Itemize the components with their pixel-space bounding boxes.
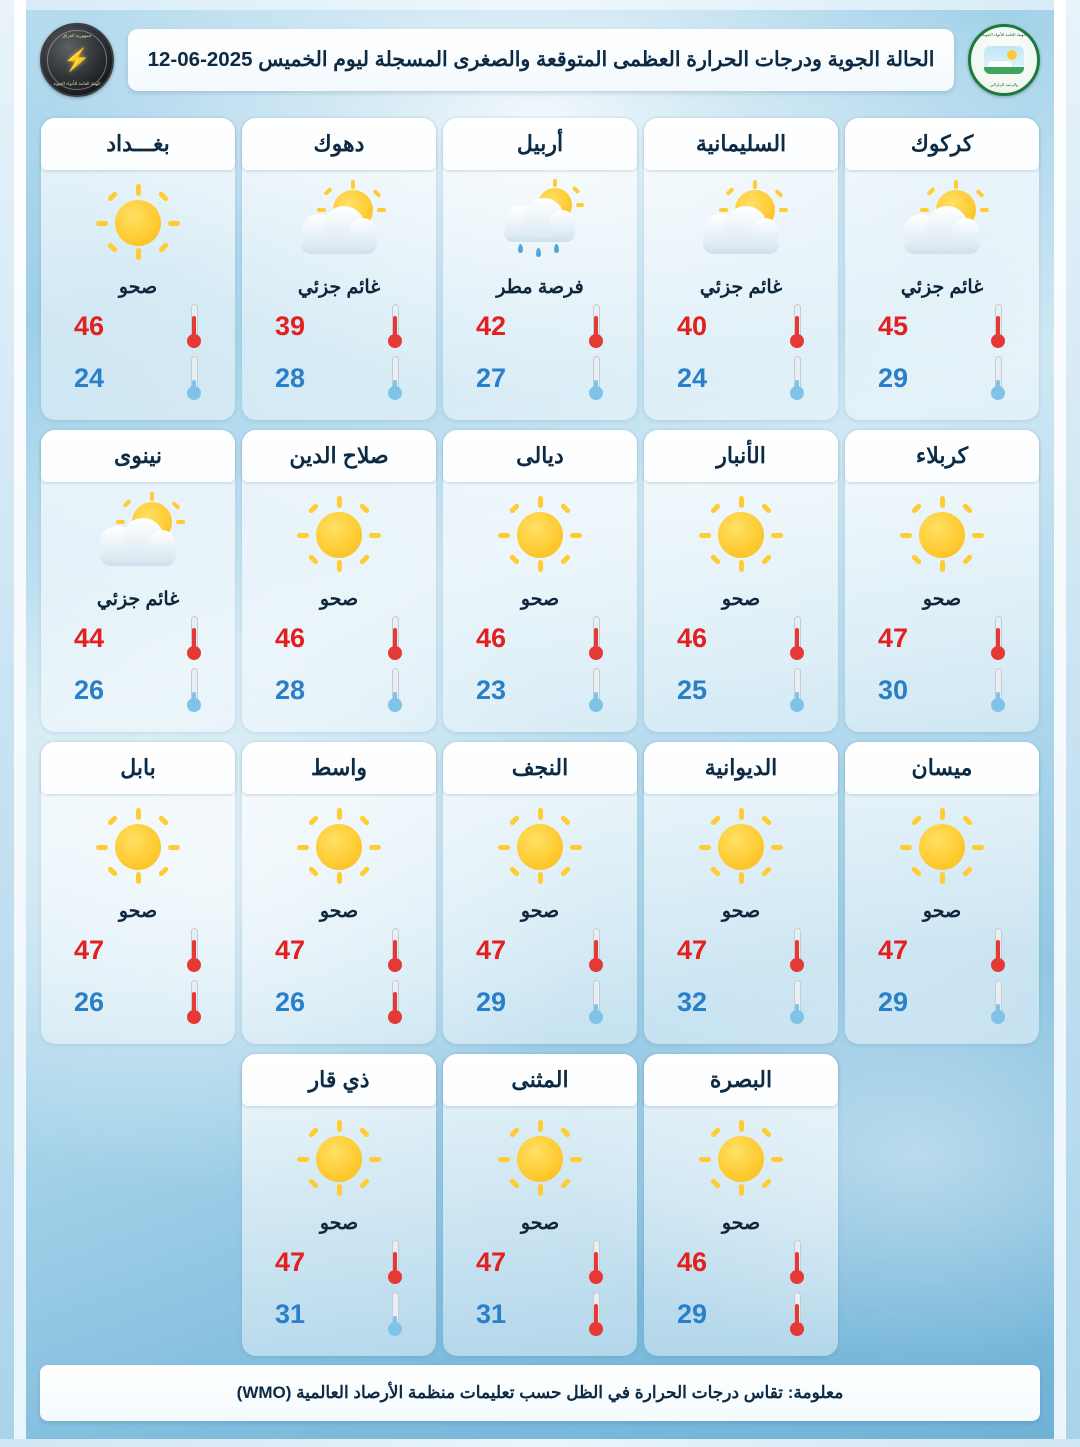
condition-text: صحو: [520, 1212, 560, 1234]
thermometer-hot-icon: [387, 980, 403, 1024]
city-name-plate: [845, 430, 1039, 482]
temperatures: [443, 928, 637, 1024]
max-temp-row: [74, 616, 202, 660]
condition-text: صحو: [922, 588, 962, 610]
weather-icon-area: [896, 798, 988, 896]
thermometer-cold-icon: [387, 668, 403, 712]
city-name-plate: [41, 742, 235, 794]
city-card[interactable]: [644, 118, 838, 420]
min-temp-row: [476, 668, 604, 712]
thermometer-hot-icon: [387, 1240, 403, 1284]
weather-icon-area: [896, 174, 988, 272]
city-name: ديالى: [516, 443, 564, 468]
city-card[interactable]: [845, 742, 1039, 1044]
min-temp-value: 27: [476, 362, 507, 393]
max-temp-value: 45: [878, 310, 909, 341]
condition-text: صحو: [118, 276, 158, 298]
min-temp-row: [74, 356, 202, 400]
max-temp-row: [878, 304, 1006, 348]
weather-icon-area: [92, 798, 184, 896]
city-name-plate: [443, 118, 637, 170]
city-name-plate: [644, 742, 838, 794]
condition-text: غائم جزئي: [297, 276, 381, 298]
city-name-plate: [845, 742, 1039, 794]
sunny-icon: [896, 808, 988, 886]
min-temp-row: [74, 980, 202, 1024]
thermometer-hot-icon: [387, 616, 403, 660]
city-name: المثنى: [511, 1067, 569, 1092]
city-name: دهوك: [313, 131, 365, 156]
max-temp-row: [275, 928, 403, 972]
min-temp-row: [476, 1292, 604, 1336]
weather-icon-area: [494, 1110, 586, 1208]
min-temp-row: [677, 356, 805, 400]
city-name: البصرة: [709, 1067, 773, 1092]
min-temp-value: 31: [275, 1298, 306, 1329]
thermometer-hot-icon: [588, 1292, 604, 1336]
min-temp-value: 32: [677, 986, 708, 1017]
thermometer-hot-icon: [789, 928, 805, 972]
sunny-icon: [695, 496, 787, 574]
max-temp-row: [275, 1240, 403, 1284]
max-temp-row: [74, 304, 202, 348]
page-title-text: الحالة الجوية ودرجات الحرارة العظمى المتوقعة والصغرى المسجلة ليوم الخميس 2025-06-12: [147, 48, 935, 72]
max-temp-value: 46: [275, 622, 306, 653]
city-card[interactable]: [242, 742, 436, 1044]
sunny-icon: [293, 808, 385, 886]
max-temp-row: [677, 304, 805, 348]
thermometer-hot-icon: [186, 616, 202, 660]
thermometer-cold-icon: [990, 356, 1006, 400]
max-temp-row: [275, 304, 403, 348]
max-temp-row: [476, 616, 604, 660]
weather-icon-area: [695, 798, 787, 896]
thermometer-hot-icon: [186, 304, 202, 348]
temperatures: [443, 304, 637, 400]
max-temp-row: [878, 928, 1006, 972]
thermometer-hot-icon: [588, 304, 604, 348]
city-card[interactable]: [443, 118, 637, 420]
min-temp-row: [275, 356, 403, 400]
city-name: صلاح الدين: [289, 443, 389, 468]
partly-cloudy-icon: [695, 184, 787, 262]
min-temp-row: [476, 980, 604, 1024]
min-temp-value: 31: [476, 1298, 507, 1329]
city-name: بابل: [120, 755, 156, 780]
thermometer-hot-icon: [789, 304, 805, 348]
sunny-icon: [92, 184, 184, 262]
sunny-icon: [896, 496, 988, 574]
right-decorative-rail: [1054, 0, 1080, 1447]
condition-text: صحو: [520, 588, 560, 610]
city-name: أربيل: [516, 131, 564, 156]
min-temp-row: [878, 980, 1006, 1024]
city-name: ميسان: [911, 755, 973, 780]
thermometer-cold-icon: [789, 356, 805, 400]
thermometer-cold-icon: [588, 356, 604, 400]
right-logo-top-text: الهيئة العامة للأنواء الجوية: [982, 32, 1026, 37]
thermometer-hot-icon: [186, 928, 202, 972]
max-temp-value: 47: [476, 934, 507, 965]
city-name-plate: [845, 118, 1039, 170]
max-temp-value: 47: [275, 934, 306, 965]
city-card[interactable]: [242, 1054, 436, 1356]
weather-icon-area: [293, 486, 385, 584]
min-temp-row: [677, 980, 805, 1024]
min-temp-value: 26: [275, 986, 306, 1017]
city-name-plate: [443, 742, 637, 794]
weather-icon-area: [695, 486, 787, 584]
temperatures: [644, 928, 838, 1024]
weather-icon-area: [896, 486, 988, 584]
max-temp-value: 47: [74, 934, 105, 965]
temperatures: [41, 928, 235, 1024]
top-decorative-strip: [0, 0, 1080, 10]
footer-note-text: معلومة: تقاس درجات الحرارة في الظل حسب تعليمات منظمة الأرصاد العالمية (WMO): [236, 1383, 844, 1402]
city-name: الأنبار: [716, 443, 766, 468]
max-temp-value: 46: [476, 622, 507, 653]
max-temp-value: 47: [878, 934, 909, 965]
max-temp-value: 47: [677, 934, 708, 965]
city-name: كربلاء: [915, 443, 969, 468]
max-temp-value: 44: [74, 622, 105, 653]
min-temp-row: [275, 1292, 403, 1336]
city-name: نينوى: [114, 443, 162, 468]
bottom-decorative-strip: [0, 1439, 1080, 1447]
temperatures: [242, 1240, 436, 1336]
rain-chance-icon: [494, 184, 586, 262]
max-temp-row: [677, 928, 805, 972]
thermometer-cold-icon: [789, 980, 805, 1024]
thermometer-hot-icon: [789, 1292, 805, 1336]
thermometer-cold-icon: [588, 668, 604, 712]
weather-icon-area: [293, 798, 385, 896]
authority-emblem-icon: [40, 23, 114, 97]
weather-icon-area: [695, 1110, 787, 1208]
city-cards-grid: [34, 118, 1046, 1356]
condition-text: صحو: [721, 588, 761, 610]
condition-text: صحو: [319, 900, 359, 922]
city-card[interactable]: [845, 430, 1039, 732]
max-temp-value: 47: [476, 1246, 507, 1277]
card-row: [34, 742, 1046, 1044]
temperatures: [41, 304, 235, 400]
sunny-icon: [494, 1120, 586, 1198]
min-temp-row: [275, 980, 403, 1024]
max-temp-value: 46: [677, 1246, 708, 1277]
max-temp-value: 42: [476, 310, 507, 341]
card-row: [34, 1054, 1046, 1356]
partly-cloudy-icon: [896, 184, 988, 262]
min-temp-value: 29: [476, 986, 507, 1017]
thermometer-hot-icon: [588, 616, 604, 660]
city-name-plate: [644, 430, 838, 482]
sunny-icon: [695, 1120, 787, 1198]
sunny-icon: [92, 808, 184, 886]
city-card[interactable]: [443, 430, 637, 732]
thermometer-cold-icon: [186, 356, 202, 400]
min-temp-row: [677, 1292, 805, 1336]
min-temp-value: 24: [677, 362, 708, 393]
max-temp-value: 47: [275, 1246, 306, 1277]
city-card[interactable]: [845, 118, 1039, 420]
city-name-plate: [443, 430, 637, 482]
temperatures: [443, 1240, 637, 1336]
city-name-plate: [41, 430, 235, 482]
thermometer-hot-icon: [387, 928, 403, 972]
city-name: كركوك: [910, 131, 974, 156]
city-card[interactable]: [41, 742, 235, 1044]
max-temp-value: 46: [74, 310, 105, 341]
thermometer-cold-icon: [588, 980, 604, 1024]
thermometer-hot-icon: [588, 928, 604, 972]
temperatures: [242, 304, 436, 400]
condition-text: صحو: [118, 900, 158, 922]
city-name: بغـــداد: [106, 131, 170, 156]
thermometer-hot-icon: [387, 304, 403, 348]
thermometer-cold-icon: [990, 980, 1006, 1024]
min-temp-value: 29: [677, 1298, 708, 1329]
min-temp-row: [878, 356, 1006, 400]
thermometer-cold-icon: [789, 668, 805, 712]
weather-icon-area: [494, 798, 586, 896]
thermometer-hot-icon: [789, 616, 805, 660]
condition-text: غائم جزئي: [699, 276, 783, 298]
temperatures: [644, 304, 838, 400]
left-logo-top-text: جمهورية العراق: [62, 33, 92, 38]
temperatures: [443, 616, 637, 712]
temperatures: [845, 928, 1039, 1024]
thermometer-hot-icon: [990, 928, 1006, 972]
condition-text: صحو: [319, 588, 359, 610]
thermometer-hot-icon: [990, 616, 1006, 660]
page-title: [128, 29, 954, 91]
min-temp-row: [275, 668, 403, 712]
thermometer-cold-icon: [387, 1292, 403, 1336]
condition-text: فرصة مطر: [496, 276, 584, 298]
min-temp-row: [878, 668, 1006, 712]
condition-text: صحو: [721, 1212, 761, 1234]
weather-icon-area: [494, 174, 586, 272]
thermometer-hot-icon: [186, 980, 202, 1024]
city-card[interactable]: [644, 1054, 838, 1356]
max-temp-row: [476, 928, 604, 972]
city-name-plate: [443, 1054, 637, 1106]
temperatures: [845, 304, 1039, 400]
temperatures: [644, 1240, 838, 1336]
sunny-icon: [494, 496, 586, 574]
weather-icon-area: [92, 486, 184, 584]
left-decorative-rail: [0, 0, 26, 1447]
city-name-plate: [242, 742, 436, 794]
sunny-icon: [293, 496, 385, 574]
min-temp-value: 24: [74, 362, 105, 393]
weather-icon-area: [293, 1110, 385, 1208]
partly-cloudy-icon: [293, 184, 385, 262]
city-name-plate: [41, 118, 235, 170]
max-temp-value: 46: [677, 622, 708, 653]
city-card[interactable]: [242, 430, 436, 732]
city-name-plate: [242, 1054, 436, 1106]
thermometer-cold-icon: [990, 668, 1006, 712]
city-name-plate: [242, 430, 436, 482]
max-temp-row: [476, 1240, 604, 1284]
thermometer-hot-icon: [789, 1240, 805, 1284]
min-temp-value: 23: [476, 674, 507, 705]
city-name: واسط: [310, 755, 368, 780]
weather-icon-area: [494, 486, 586, 584]
condition-text: غائم جزئي: [96, 588, 180, 610]
min-temp-row: [677, 668, 805, 712]
condition-text: غائم جزئي: [900, 276, 984, 298]
city-card[interactable]: [644, 430, 838, 732]
city-name: السليمانية: [695, 131, 787, 156]
city-name-plate: [644, 118, 838, 170]
condition-text: صحو: [319, 1212, 359, 1234]
min-temp-value: 28: [275, 674, 306, 705]
min-temp-value: 26: [74, 986, 105, 1017]
min-temp-value: 29: [878, 986, 909, 1017]
temperatures: [242, 928, 436, 1024]
city-card[interactable]: [644, 742, 838, 1044]
card-row: [34, 430, 1046, 732]
thermometer-hot-icon: [990, 304, 1006, 348]
sunny-icon: [695, 808, 787, 886]
city-name-plate: [242, 118, 436, 170]
temperatures: [41, 616, 235, 712]
min-temp-value: 28: [275, 362, 306, 393]
header: [40, 24, 1040, 96]
temperatures: [242, 616, 436, 712]
weather-icon-area: [293, 174, 385, 272]
min-temp-value: 30: [878, 674, 909, 705]
city-name: النجف: [511, 755, 569, 780]
min-temp-value: 26: [74, 674, 105, 705]
max-temp-row: [677, 616, 805, 660]
max-temp-row: [275, 616, 403, 660]
meteorology-seal-icon: [968, 24, 1040, 96]
max-temp-value: 40: [677, 310, 708, 341]
city-card[interactable]: [443, 1054, 637, 1356]
max-temp-row: [476, 304, 604, 348]
weather-icon-area: [92, 174, 184, 272]
temperatures: [644, 616, 838, 712]
city-card[interactable]: [41, 118, 235, 420]
max-temp-row: [74, 928, 202, 972]
condition-text: صحو: [721, 900, 761, 922]
left-logo-bottom-text: الهيئة العامة للأنواء الجوية: [53, 80, 101, 86]
city-card[interactable]: [242, 118, 436, 420]
city-card[interactable]: [443, 742, 637, 1044]
city-name-plate: [644, 1054, 838, 1106]
thermometer-cold-icon: [186, 668, 202, 712]
min-temp-value: 29: [878, 362, 909, 393]
min-temp-row: [476, 356, 604, 400]
city-card[interactable]: [41, 430, 235, 732]
min-temp-value: 25: [677, 674, 708, 705]
sunny-icon: [494, 808, 586, 886]
min-temp-row: [74, 668, 202, 712]
card-row: [34, 118, 1046, 420]
max-temp-row: [677, 1240, 805, 1284]
condition-text: صحو: [520, 900, 560, 922]
city-name: الديوانية: [704, 755, 778, 780]
max-temp-row: [878, 616, 1006, 660]
thermometer-cold-icon: [387, 356, 403, 400]
temperatures: [845, 616, 1039, 712]
max-temp-value: 39: [275, 310, 306, 341]
thermometer-hot-icon: [588, 1240, 604, 1284]
footer-note: [40, 1365, 1040, 1421]
weather-icon-area: [695, 174, 787, 272]
partly-cloudy-icon: [92, 496, 184, 574]
seal-weather-scene-icon: [984, 46, 1024, 74]
max-temp-value: 47: [878, 622, 909, 653]
right-logo-bottom-text: والرصد الزلزالي: [990, 81, 1018, 87]
lightning-bolt-icon: ⚡: [63, 47, 91, 72]
city-name: ذي قار: [308, 1067, 370, 1092]
sunny-icon: [293, 1120, 385, 1198]
condition-text: صحو: [922, 900, 962, 922]
